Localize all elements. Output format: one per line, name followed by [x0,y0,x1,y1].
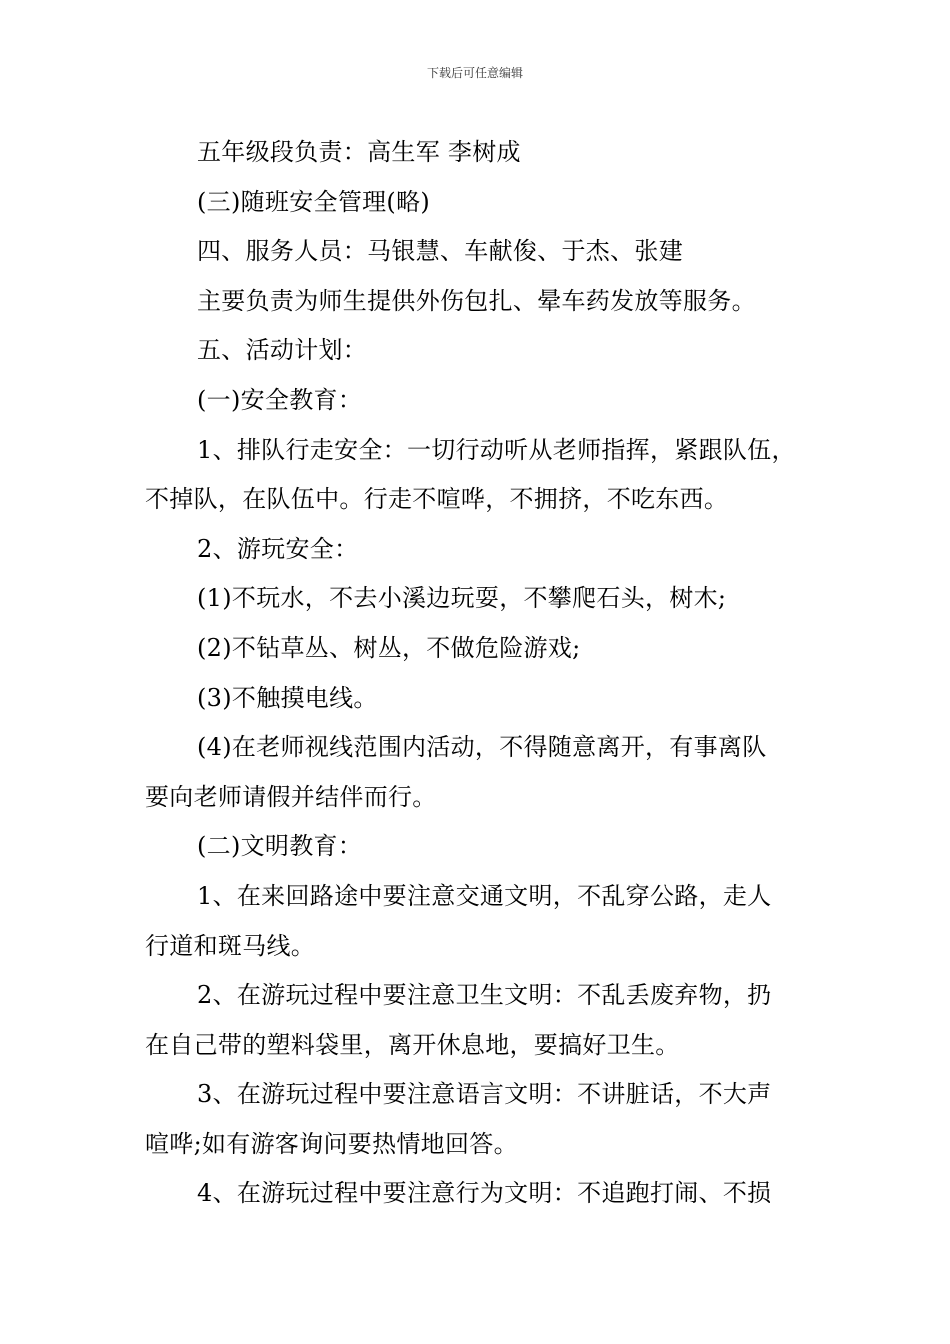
paragraph-line: (3)不触摸电线。 [197,683,378,712]
paragraph-line: (4)在老师视线范围内活动，不得随意离开，有事离队 [197,733,767,762]
paragraph-line: 2、在游玩过程中要注意卫生文明：不乱丢废弃物，扔 [197,981,772,1010]
paragraph-line: (2)不钻草丛、树丛，不做危险游戏; [197,633,581,662]
paragraph-line: (二)文明教育： [197,832,363,861]
paragraph-line: 1、在来回路途中要注意交通文明，不乱穿公路，走人 [197,881,772,910]
paragraph-line: 五、活动计划： [197,336,368,365]
paragraph-line-continued: 喧哗;如有游客询问要热情地回答。 [145,1129,518,1158]
paragraph-line: 2、游玩安全： [197,534,359,563]
paragraph-line: 主要负责为师生提供外伤包扎、晕车药发放等服务。 [197,286,756,315]
paragraph-line: 四、服务人员：马银慧、车献俊、于杰、张建 [197,237,683,266]
paragraph-line-continued: 在自己带的塑料袋里，离开休息地，要搞好卫生。 [145,1030,680,1059]
paragraph-line-continued: 不掉队，在队伍中。行走不喧哗，不拥挤，不吃东西。 [145,485,729,514]
paragraph-line: (一)安全教育： [197,385,363,414]
page-header: 下载后可任意编辑 [426,66,523,80]
paragraph-line: 3、在游玩过程中要注意语言文明：不讲脏话，不大声 [197,1080,772,1109]
paragraph-line: 五年级段负责：高生军 李树成 [197,138,521,166]
paragraph-line-continued: 要向老师请假并结伴而行。 [145,782,437,811]
paragraph-line: (1)不玩水，不去小溪边玩耍，不攀爬石头，树木; [197,584,727,613]
document-body [145,128,815,1219]
paragraph-line: 1、排队行走安全：一切行动听从老师指挥，紧跟队伍， [197,435,796,464]
paragraph-line-continued: 行道和斑马线。 [145,931,316,960]
paragraph-line: 4、在游玩过程中要注意行为文明：不追跑打闹、不损 [197,1179,772,1208]
paragraph-line: (三)随班安全管理(略) [197,187,431,216]
